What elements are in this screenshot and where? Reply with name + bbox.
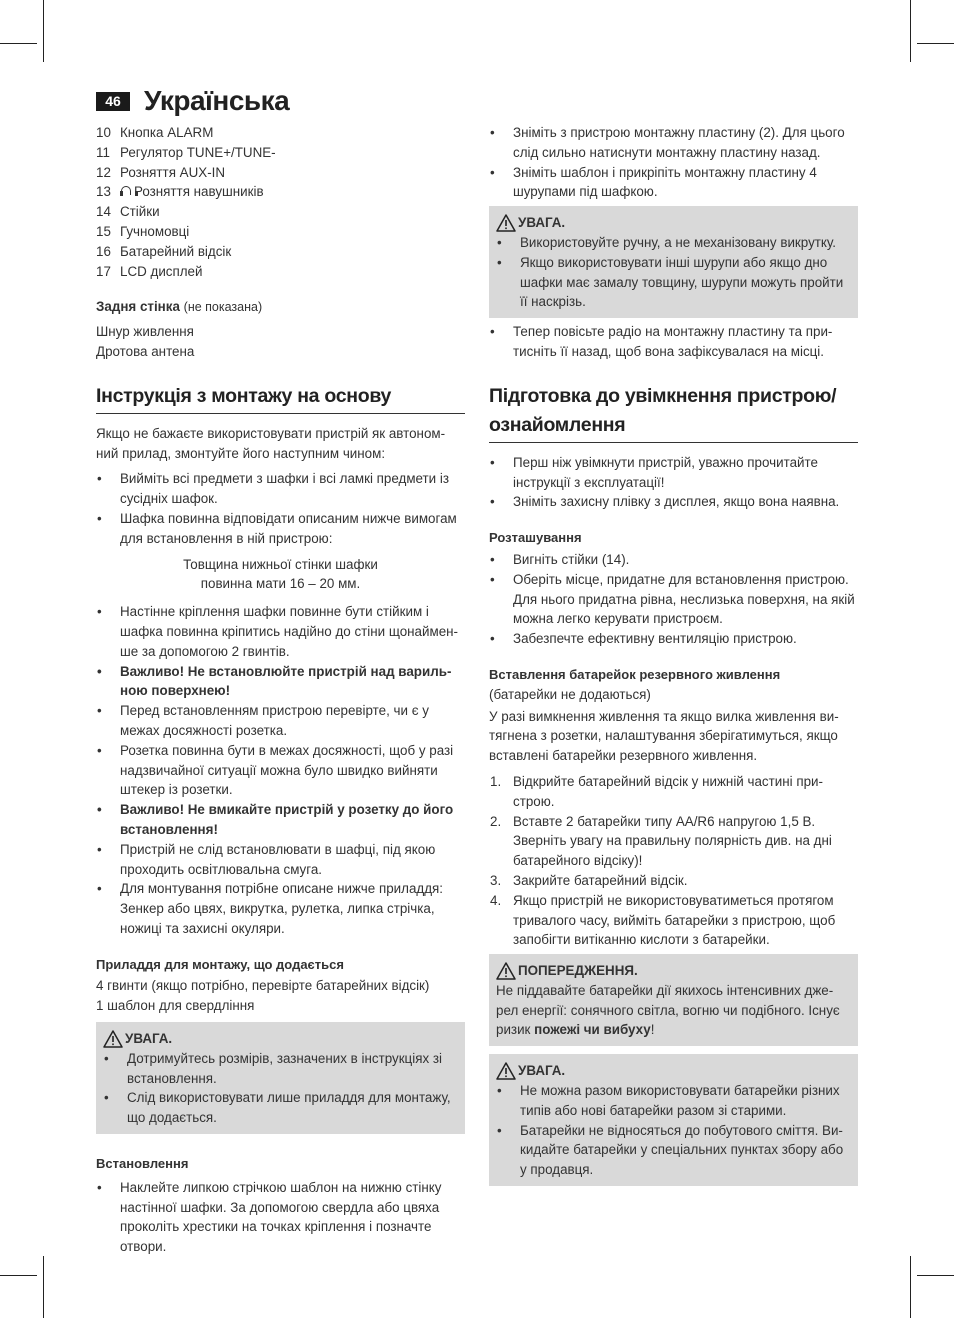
crop-mark	[910, 1256, 911, 1318]
bullet: •	[97, 1179, 102, 1195]
item-text: Шафка повинна відповідати описаним нижче вимогам для встановлення в ній пристрою:	[120, 510, 457, 546]
caution-heading	[103, 1029, 458, 1049]
item-text: Слід використовувати лише приладдя для монтажу, що додається.	[127, 1090, 451, 1126]
section-heading-preparation: Підготовка до увімкнення пристрою/ ознайомлення	[489, 382, 858, 443]
item-text: Настінне кріплення шафки повинне бути стійким і шафка повинна кріпитись надійно до стіни щонаймен-ше за допомогою 2 гвинтів.	[120, 604, 458, 659]
accessory-item: 1 шаблон для свердління	[96, 998, 255, 1014]
warning-icon	[496, 214, 516, 232]
warning-text	[496, 981, 851, 1040]
list-item	[96, 242, 465, 262]
bullet: •	[97, 604, 102, 620]
item-number: 14	[96, 204, 111, 220]
list-item	[96, 469, 465, 509]
location-heading: Розташування	[489, 530, 582, 546]
item-text: Зніміть шаблон і прикріпіть монтажну пластину 4 шурупами під шафкою.	[513, 164, 817, 200]
back-panel-item: Дротова антена	[96, 343, 195, 359]
item-text: Якщо пристрій не використовуватиметься протягом тривалого часу, вийміть батарейки з пристрою, щоб запобігти витіканню кислоти з батарейки.	[513, 892, 836, 948]
mount-intro: Якщо не бажаєте використовувати пристрій як автоном-ний прилад, змонтуйте його наступним чином:	[96, 425, 446, 461]
bullet: •	[97, 510, 102, 526]
bullet: •	[490, 571, 495, 587]
crop-mark	[43, 1256, 44, 1318]
list-item	[96, 509, 465, 549]
bullet: •	[497, 234, 502, 250]
list-item	[496, 1121, 851, 1180]
caution-box	[489, 1054, 858, 1186]
bullet: •	[104, 1090, 109, 1106]
item-text: Закрийте батарейний відсік.	[513, 872, 688, 888]
item-text: Використовуйте ручну, а не механізовану викрутку.	[520, 234, 836, 250]
item-text: Регулятор TUNE+/TUNE-	[120, 144, 276, 160]
list-item	[96, 741, 465, 800]
list-item	[96, 800, 465, 840]
bullet: •	[490, 324, 495, 340]
item-number: 17	[96, 263, 111, 279]
page-header	[96, 86, 289, 116]
caution-heading	[496, 1061, 851, 1081]
item-number: 16	[96, 243, 111, 259]
list-item: 2. Вставте 2 батарейки типу AA/R6 напругою 1,5 В. Зверніть увагу на правильну полярність див. на дні батарейного відсіку)!	[489, 812, 858, 871]
caution-box	[489, 206, 858, 318]
list-item	[96, 840, 465, 880]
thickness-line: повинна мати 16 – 20 мм.	[200, 576, 361, 592]
item-number: 15	[96, 223, 111, 239]
bullet: •	[497, 1122, 502, 1138]
warning-title: ПОПЕРЕДЖЕННЯ.	[518, 963, 638, 979]
item-text: Пристрій не слід встановлювати в шафці, під якою проходить освітлювальна смуга.	[120, 841, 436, 877]
caution-box	[96, 1022, 465, 1134]
item-text: Зніміть з пристрою монтажну пластину (2). Для цього слід сильно натиснути монтажну пластину назад.	[513, 125, 845, 160]
item-text: Гучномовці	[120, 223, 190, 239]
caution-title: УВАГА.	[125, 1031, 173, 1047]
item-number: 12	[96, 164, 111, 180]
crop-mark	[910, 0, 911, 62]
bullet: •	[490, 164, 495, 180]
item-text: Розняття навушників	[134, 184, 264, 200]
list-item	[489, 453, 858, 493]
list-item	[496, 1081, 851, 1121]
bullet: •	[497, 1083, 502, 1099]
item-text: Перед встановленням пристрою перевірте, чи є у межах досяжності розетка.	[120, 703, 429, 738]
back-panel-heading	[96, 297, 465, 318]
caution-title: УВАГА.	[518, 1063, 566, 1079]
warning-icon	[103, 1030, 123, 1048]
item-number: 13	[96, 184, 111, 200]
bullet: •	[497, 254, 502, 270]
item-text: Наклейте липкою стрічкою шаблон на нижню стінку настінної шафки. За допомогою свердла або цвяха проколіть хрестики на точках кріплення і позначте отвори.	[120, 1179, 442, 1255]
thickness-note	[96, 555, 465, 595]
bullet: •	[97, 703, 102, 719]
list-item	[96, 262, 465, 282]
bullet: •	[97, 663, 102, 679]
accessories-heading: Приладдя для монтажу, що додається	[96, 956, 344, 972]
list-item	[96, 701, 465, 741]
back-panel-item: Шнур живлення	[96, 324, 194, 340]
section-heading-mounting: Інструкція з монтажу на основу	[96, 382, 465, 414]
bullet: •	[97, 471, 102, 487]
list-item	[96, 182, 465, 202]
item-number: 10	[96, 125, 111, 140]
right-column	[489, 123, 858, 1186]
list-item	[96, 662, 465, 702]
list-item	[96, 163, 465, 183]
item-text: LCD дисплей	[120, 263, 203, 279]
list-item	[96, 143, 465, 163]
list-item	[96, 879, 465, 938]
parts-list	[96, 123, 465, 281]
list-item	[103, 1088, 458, 1128]
warning-box	[489, 954, 858, 1046]
page-title: Українська	[144, 85, 290, 117]
list-item	[496, 233, 851, 253]
caution-title: УВАГА.	[518, 215, 566, 231]
back-panel-title: Задня стінка	[96, 299, 180, 315]
list-item	[489, 570, 858, 629]
list-item	[489, 123, 858, 163]
accessory-item: 4 гвинти (якщо потрібно, перевірте батарейних відсік)	[96, 978, 430, 994]
item-text: Дотримуйтесь розмірів, зазначених в інструкціях зі встановлення.	[127, 1050, 442, 1086]
bullet: •	[97, 802, 102, 818]
caution-heading	[496, 213, 851, 233]
item-text: Перш ніж увімкнути пристрій, уважно прочитайте інструкції з експлуатації!	[513, 454, 818, 490]
list-item	[489, 492, 858, 512]
battery-note: (батарейки не додаються)	[489, 686, 651, 702]
list-item: 1. Відкрийте батарейний відсік у нижній частині при-строю.	[489, 772, 858, 812]
crop-mark	[0, 1275, 37, 1276]
item-text: Батарейний відсік	[120, 243, 232, 259]
list-item	[496, 253, 851, 312]
thickness-line: Товщина нижньої стінки шафки	[183, 556, 378, 572]
item-text: Зніміть захисну плівку з дисплея, якщо вона наявна.	[513, 494, 840, 510]
list-item	[103, 1049, 458, 1089]
item-text: Якщо використовувати інші шурупи або якщо дно шафки має замалу товщину, шурупи можуть пройти її наскрізь.	[520, 254, 844, 310]
list-item	[489, 163, 858, 203]
item-text: Розняття AUX-IN	[120, 164, 226, 180]
item-number: 11	[96, 144, 110, 160]
list-item: 3. Закрийте батарейний відсік.	[489, 871, 858, 891]
battery-intro: У разі вимкнення живлення та якщо вилка живлення ви-тягнена з розетки, налаштування зберігатимуться, якщо вставлені батарейки резервного живлення.	[489, 708, 839, 764]
item-text: Тепер повісьте радіо на монтажну пластину та при-тисніть її назад, щоб вона зафіксувалася на місці.	[513, 324, 833, 359]
warning-icon	[496, 1062, 516, 1080]
bullet: •	[490, 551, 495, 567]
item-text: Важливо! Не вмикайте пристрій у розетку до його встановлення!	[120, 802, 454, 837]
item-text: Забезпечте ефективну вентиляцію пристрою.	[513, 631, 797, 647]
item-text: Для монтування потрібне описане нижче приладдя: Зенкер або цвях, викрутка, рулетка, липка стрічка, ножиці та захисні окуляри.	[120, 881, 443, 936]
bullet: •	[97, 742, 102, 758]
bullet: •	[490, 494, 495, 510]
item-text: Розетка повинна бути в межах досяжності, щоб у разі надзвичайної ситуації можна було швидко вийняти штекер із розетки.	[120, 742, 454, 798]
headphones-icon	[120, 185, 132, 197]
list-item: 4. Якщо пристрій не використовуватиметься протягом тривалого часу, вийміть батарейки з пристрою, щоб запобігти витіканню кислоти з батарейки.	[489, 891, 858, 950]
bullet: •	[97, 881, 102, 897]
bullet: •	[490, 454, 495, 470]
list-item	[96, 123, 465, 143]
bullet: •	[97, 841, 102, 857]
bullet: •	[490, 631, 495, 647]
crop-mark	[0, 43, 37, 44]
warning-text-main: Не піддавайте батарейки дії якихось інтенсивних дже-рел енергії: сонячного світла, вогню чи подібного. Існує ризик	[496, 982, 840, 1038]
crop-mark	[917, 43, 954, 44]
item-text: Вставте 2 батарейки типу AA/R6 напругою 1,5 В. Зверніть увагу на правильну полярність див. на дні батарейного відсіку)!	[513, 813, 832, 869]
item-text: Важливо! Не встановлюйте пристрій над вариль-ною поверхнею!	[120, 663, 452, 699]
item-text: Відкрийте батарейний відсік у нижній частині при-строю.	[513, 773, 823, 809]
page-number: 46	[96, 92, 130, 111]
warning-text-end: !	[650, 1022, 655, 1038]
item-text: Кнопка ALARM	[120, 125, 214, 140]
list-item	[489, 629, 858, 649]
list-item	[489, 322, 858, 362]
item-text: Вийміть всі предмети з шафки і всі ламкі предмети із сусідніх шафок.	[120, 471, 449, 507]
battery-heading: Вставлення батарейок резервного живлення	[489, 666, 781, 682]
list-item	[96, 202, 465, 222]
item-text: Не можна разом використовувати батарейки різних типів або нові батарейки разом зі старими.	[520, 1083, 840, 1118]
left-column	[96, 123, 465, 1257]
crop-mark	[43, 0, 44, 62]
bullet: •	[490, 125, 495, 140]
list-item	[96, 222, 465, 242]
crop-mark	[917, 1275, 954, 1276]
list-item	[96, 602, 465, 661]
bullet: •	[104, 1050, 109, 1066]
warning-icon	[496, 962, 516, 980]
back-panel-note: (не показана)	[183, 300, 263, 315]
item-text: Оберіть місце, придатне для встановлення пристрою. Для нього придатна рівна, неслизька поверхня, на якій можна легко керувати пристроєм.	[513, 571, 855, 627]
item-text: Батарейки не відносяться до побутового сміття. Ви-кидайте батарейки у спеціальних пунктах збору або у продавця.	[520, 1122, 844, 1178]
warning-text-bold: пожежі чи вибуху	[534, 1022, 651, 1038]
item-text: Вигніть стійки (14).	[513, 551, 630, 567]
item-text: Стійки	[120, 204, 160, 220]
list-item	[96, 1178, 465, 1257]
warning-heading	[496, 961, 851, 981]
install-heading: Встановлення	[96, 1156, 189, 1172]
list-item	[489, 550, 858, 570]
